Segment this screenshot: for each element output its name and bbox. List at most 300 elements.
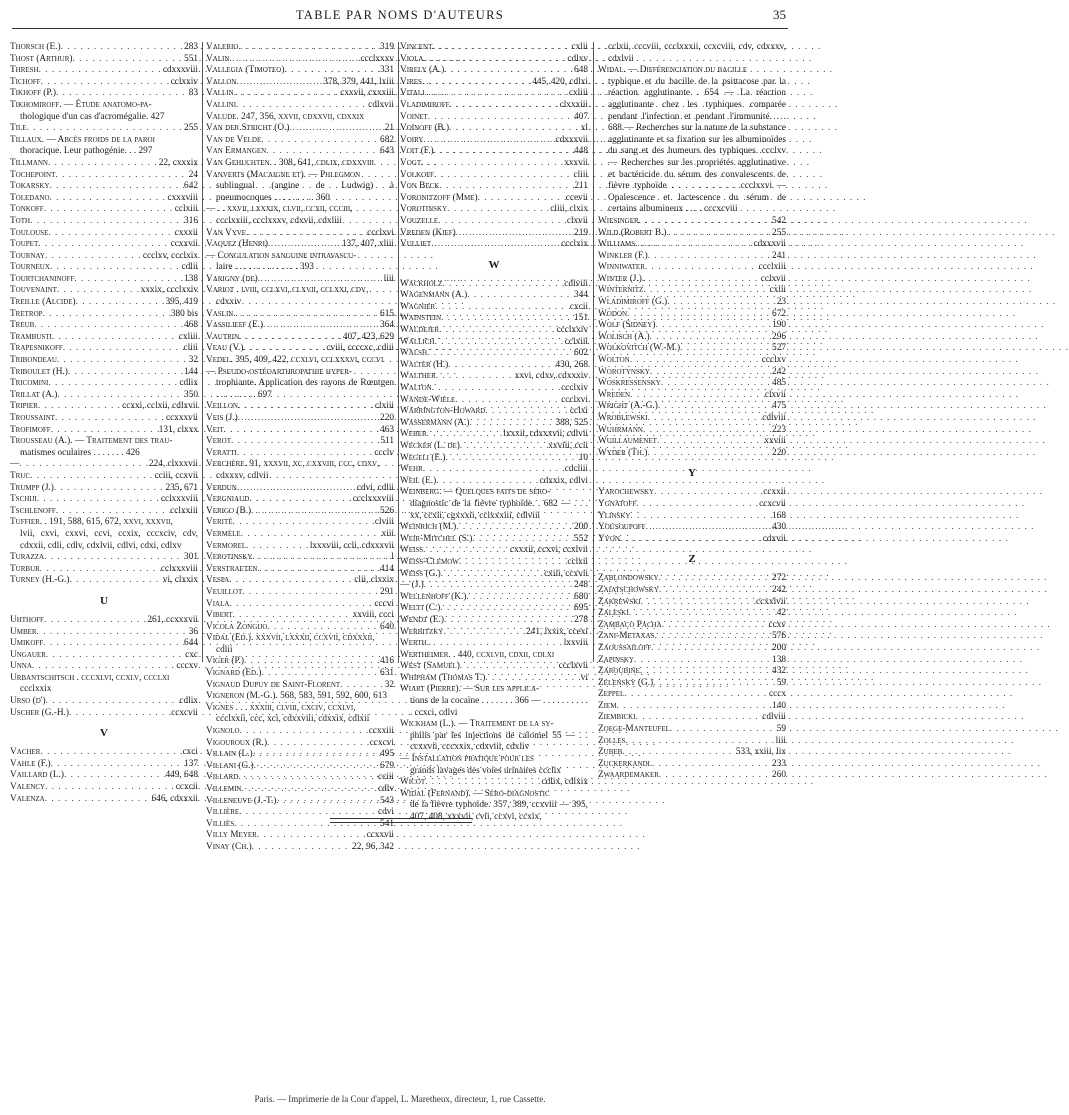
- page-reference: 319: [380, 42, 394, 52]
- author-name: Tribondeau: [10, 355, 57, 366]
- page-reference: 407: [574, 111, 588, 122]
- dot-leader: [648, 251, 772, 263]
- index-entry: [206, 436, 394, 448]
- dot-leader: [236, 100, 368, 112]
- index-entry: [598, 759, 786, 771]
- index-entry: [598, 309, 786, 321]
- index-column-2: [206, 42, 394, 852]
- author-name: Vallin: [206, 88, 234, 99]
- dot-leader: [467, 290, 574, 302]
- author-name: Werbitzky: [400, 626, 444, 637]
- index-entry: [10, 747, 198, 759]
- index-entry: [206, 158, 394, 170]
- page-reference: ccclxxiv: [556, 325, 588, 336]
- dot-leader: [236, 77, 323, 89]
- author-name: Veratti: [206, 447, 237, 458]
- dot-leader: [629, 608, 777, 620]
- author-name: Vaslin: [206, 308, 234, 319]
- page-reference: cxliii: [568, 88, 588, 99]
- page-reference: 32: [384, 679, 394, 690]
- index-entry: [598, 355, 786, 367]
- index-entry: [10, 673, 198, 685]
- index-entry: [400, 88, 588, 100]
- author-name: Vicola Zongijo: [206, 621, 268, 632]
- author-name: Vigneron (M.-G.). 568, 583, 591, 592, 600, 613: [206, 691, 388, 702]
- page-reference: ccxxvii: [170, 239, 198, 250]
- dot-leader: [658, 401, 772, 413]
- dot-leader: [57, 390, 184, 402]
- author-name: Yarochewsky: [598, 487, 655, 498]
- index-entry: [598, 401, 786, 413]
- author-name: Zolles: [598, 735, 626, 746]
- index-entry: [10, 158, 198, 170]
- dot-leader: [643, 425, 772, 437]
- index-entry: [206, 239, 394, 251]
- index-entry: [598, 297, 786, 309]
- author-name: Worotynsky: [598, 366, 650, 377]
- author-name: Woskressensky: [598, 378, 661, 389]
- page-reference: cclxvii: [760, 273, 786, 284]
- index-entry: [10, 413, 198, 425]
- index-entry: [400, 313, 588, 325]
- page-reference: 350: [184, 389, 198, 400]
- dot-leader: [51, 425, 159, 437]
- dot-leader: [643, 285, 769, 297]
- author-name: Vinay (Ch.): [206, 841, 252, 852]
- page-reference: 242: [772, 584, 786, 595]
- dot-leader: [456, 228, 574, 240]
- page-reference: cccx: [768, 689, 786, 700]
- author-name: Urso (d'): [10, 696, 46, 707]
- page-reference: 695: [574, 603, 588, 614]
- page-reference: ccclxvii: [558, 661, 588, 672]
- section-letter: V: [100, 727, 108, 740]
- index-entry: [10, 708, 198, 720]
- page-reference: 631: [380, 668, 394, 679]
- author-name: Vigouroux (R.): [206, 737, 268, 748]
- page-reference: 378, 379, 441, lxiii: [323, 76, 394, 87]
- index-entry: [10, 100, 198, 112]
- author-name: Vallini: [206, 99, 237, 110]
- index-entry: [206, 680, 394, 692]
- dot-leader: [68, 367, 184, 379]
- page-reference: 430, 268: [555, 359, 588, 370]
- author-name: Weiss (G.): [400, 568, 441, 579]
- dot-leader: [229, 575, 354, 587]
- author-name: Vulliet: [400, 239, 432, 250]
- author-name: Vladimiroff: [400, 99, 450, 110]
- author-name: Wande-Wiele: [400, 394, 456, 405]
- author-name: Welti (C.): [400, 603, 441, 614]
- index-entry: [10, 390, 198, 402]
- author-name: Unna: [10, 661, 32, 672]
- author-name: Verdun: [206, 482, 237, 493]
- index-entry: [206, 575, 394, 587]
- page-reference: cliii: [573, 169, 588, 180]
- page-reference: 533, xxiii, lix: [735, 747, 786, 758]
- entry-continuation: cdxxiv: [216, 297, 242, 308]
- page-reference: 407, 423, 629: [342, 331, 394, 342]
- page-reference: cdxxxvii: [555, 134, 588, 145]
- index-entry: [598, 390, 786, 402]
- dot-leader: [244, 656, 380, 668]
- page-reference: liii: [775, 735, 786, 746]
- page-reference: 542: [772, 215, 786, 226]
- index-entry: [400, 337, 588, 349]
- author-name: Villeneuve (J.-T.): [206, 795, 277, 806]
- page-reference: cdlviii: [762, 712, 786, 723]
- index-entry: [598, 274, 786, 286]
- dot-leader: [246, 541, 310, 553]
- index-entry: [206, 633, 394, 645]
- index-entry: [598, 736, 786, 748]
- page-reference: 682: [380, 134, 394, 145]
- index-entry: [206, 251, 394, 263]
- index-entry: [206, 738, 394, 750]
- index-entry: [206, 65, 394, 77]
- page-reference: 643: [380, 146, 394, 157]
- author-name: Yousoupoff: [598, 522, 646, 533]
- index-entry: [206, 123, 394, 135]
- entry-continuation: thoracique. Leur pathogénie. . . 297: [20, 146, 153, 157]
- author-name: Van Vyve: [206, 227, 247, 238]
- dot-leader: [239, 332, 343, 344]
- dot-leader: [276, 796, 380, 808]
- index-entry: [400, 684, 588, 696]
- page-reference: ccxxlvii: [756, 596, 786, 607]
- dot-leader: [448, 360, 555, 372]
- index-entry: [10, 181, 198, 193]
- author-name: Van Ermangen: [206, 146, 267, 157]
- dot-leader: [428, 112, 574, 124]
- page-reference: 301: [184, 552, 198, 563]
- dot-leader: [641, 597, 756, 609]
- index-entry: [400, 592, 588, 604]
- dot-leader: [642, 274, 761, 286]
- author-name: Vedel. 395, 409, 422, ccxlvi, cclxxxvi, cccvi: [206, 355, 384, 366]
- dot-leader: [435, 302, 570, 314]
- author-name: Verotinsky: [206, 552, 253, 563]
- page-reference: 241: [772, 250, 786, 261]
- dot-leader: [652, 759, 772, 771]
- author-name: Voiry: [400, 134, 424, 145]
- index-entry: [598, 712, 786, 724]
- page-reference: 430: [772, 522, 786, 533]
- page-reference: 296: [772, 331, 786, 342]
- author-name: Werth: [400, 638, 427, 649]
- author-name: — Congulation sanguine intravascu-: [206, 250, 357, 261]
- dot-leader: [56, 506, 170, 518]
- index-entry: [400, 673, 588, 685]
- index-entry: [400, 487, 588, 499]
- page-reference: 21: [384, 123, 394, 134]
- author-name: Wehr: [400, 464, 423, 475]
- dot-leader: [625, 736, 775, 748]
- page-reference: 144: [184, 366, 198, 377]
- index-entry: [206, 343, 394, 355]
- index-entry: [598, 747, 786, 759]
- author-name: Valerio: [206, 42, 239, 52]
- page-reference: 255: [184, 123, 198, 134]
- dot-leader: [427, 429, 504, 441]
- page-reference: 432: [772, 666, 786, 677]
- page-reference: 644: [184, 638, 198, 649]
- author-name: Wassermann (A.): [400, 417, 470, 428]
- dot-leader: [51, 759, 184, 771]
- author-name: Tschiji: [10, 494, 37, 505]
- page-reference: ccclxv, ccclxix: [142, 250, 198, 261]
- entry-continuation: typhique et du bacille de la psittacose par la réaction agglutinante . 654 — La réaction agglutinante chez les typhiques comparée pendant l'infection et pendant l'immunité. . . 688 — Recherches sur la nature de la substance agglutinante et sa fixation sur les albuminoïdes du sang et des humeurs des typhiques. ccclxv — Recherches sur les propriétés agglutinative et bactéricide du sérum des convalescents de fièvre typhoïde . . . . . . . . . . ccclxxvi — Opalescence et lactescence du sérum de certains albumineux . . . . cccxcviii: [608, 76, 786, 215]
- entry-continuation: laire . . . . . . . . . . . . . . 393: [216, 262, 314, 273]
- dot-leader: [424, 88, 568, 100]
- index-entry: [206, 228, 394, 240]
- page-reference: cciii: [377, 772, 394, 783]
- author-name: Vorotinsky: [400, 204, 448, 215]
- index-entry: [400, 302, 588, 314]
- index-entry: [598, 332, 786, 344]
- dot-leader: [648, 413, 763, 425]
- index-entry: [10, 77, 198, 89]
- author-name: — Pseudo-ostéoarthropathie hyper-: [206, 366, 352, 377]
- author-name: Veuillot: [206, 586, 243, 597]
- index-entry: [400, 77, 588, 89]
- dot-leader: [449, 123, 581, 135]
- section-letter: Y: [688, 467, 696, 480]
- dot-leader: [617, 701, 773, 713]
- author-name: Winniwater: [598, 262, 645, 273]
- author-name: Wolton: [598, 355, 630, 366]
- index-entry: [598, 413, 786, 425]
- author-name: Turney (H.-G.): [10, 575, 70, 586]
- dot-leader: [74, 274, 184, 286]
- index-entry: [598, 522, 786, 534]
- index-entry: [400, 360, 588, 372]
- author-name: Widal. — Différenciation du bacille: [598, 65, 748, 76]
- author-name: Vires: [400, 76, 422, 87]
- author-name: Weiss: [400, 545, 424, 556]
- author-name: Zuckerkandl: [598, 758, 652, 769]
- dot-leader: [657, 436, 764, 448]
- dot-leader: [237, 483, 357, 495]
- page-reference: 22, 96, 342: [352, 841, 394, 852]
- page-reference: xl: [580, 123, 588, 134]
- dot-leader: [242, 587, 380, 599]
- index-entry: [206, 112, 394, 124]
- page-reference: ccxxi, cclxii, cdlxvii: [122, 401, 198, 412]
- index-entry: [10, 378, 198, 390]
- author-name: Wainstein: [400, 313, 442, 324]
- page-reference: 468: [184, 320, 198, 331]
- author-name: Wright (A.-G.): [598, 401, 658, 412]
- author-name: Thost (Arthur): [10, 53, 73, 64]
- author-name: Wolkovitch (W.-M.): [598, 343, 681, 354]
- index-entry: [400, 371, 588, 383]
- index-entry: [206, 691, 394, 703]
- index-entry: [598, 228, 786, 240]
- author-name: Whipham (Thomas T.): [400, 672, 486, 683]
- author-name: Voit (F.): [400, 146, 434, 157]
- page-reference: cliii, clxix: [550, 204, 588, 215]
- page-reference: clii, clxxix: [354, 575, 394, 586]
- author-name: Von Beck: [400, 181, 440, 192]
- index-entry: [206, 517, 394, 529]
- page-reference: 448: [574, 146, 588, 157]
- page-reference: 190: [772, 320, 786, 331]
- author-name: Wuhrmann: [598, 424, 643, 435]
- dot-leader: [234, 88, 341, 100]
- page-reference: 615: [380, 308, 394, 319]
- dot-leader: [340, 680, 385, 692]
- index-entry: [598, 65, 786, 77]
- dot-leader: [654, 487, 763, 499]
- author-name: Zubeb: [598, 747, 623, 758]
- author-name: Zoege-Manteufel: [598, 724, 670, 735]
- page-reference: 261, ccxxxvii: [147, 614, 198, 625]
- author-name: Weinberg. — Quelques faits de séro-: [400, 487, 551, 498]
- author-name: Wickham (L.). — Traitement de la sy-: [400, 719, 554, 730]
- index-entry: [598, 770, 786, 782]
- index-entry: [206, 459, 394, 471]
- author-name: Umikoff: [10, 638, 44, 649]
- page-reference: xxxix, ccclxxiv: [140, 285, 198, 296]
- index-entry: [206, 309, 394, 321]
- index-entry: [598, 573, 786, 585]
- page-reference: cclxiii: [174, 204, 198, 215]
- dot-leader: [446, 453, 579, 465]
- dot-leader: [52, 332, 179, 344]
- dot-leader: [224, 425, 380, 437]
- dot-leader: [240, 726, 369, 738]
- author-name: Tikhoff (P.): [10, 88, 56, 99]
- page-reference: ccxcvii: [759, 498, 786, 509]
- index-entry: [400, 719, 588, 731]
- dot-leader: [233, 610, 353, 622]
- index-entry: [10, 332, 198, 344]
- dot-leader: [27, 123, 184, 135]
- page-reference: 168: [772, 510, 786, 521]
- dot-leader: [421, 158, 564, 170]
- author-name: Uscher (G.-H.): [10, 707, 69, 718]
- index-entry: [10, 483, 198, 495]
- index-entry: [400, 112, 588, 124]
- dot-leader: [45, 794, 152, 806]
- index-entry: [10, 401, 198, 413]
- page-reference: clxvii: [764, 389, 786, 400]
- dot-leader: [635, 239, 753, 251]
- index-entry: [206, 541, 394, 553]
- index-entry: [400, 123, 588, 135]
- page-reference: 395, 419: [165, 297, 198, 308]
- index-entry: [206, 135, 394, 147]
- page-reference: clxxxiii: [559, 99, 588, 110]
- author-name: Wicot: [400, 777, 426, 788]
- author-name: Van de Velde: [206, 134, 262, 145]
- index-entry: [598, 597, 786, 609]
- dot-leader: [425, 777, 541, 789]
- index-entry: [400, 325, 588, 337]
- entry-continuation: cdxxxv, cdlvii: [216, 470, 269, 481]
- index-entry: [400, 429, 588, 441]
- dot-leader: [659, 573, 773, 585]
- author-name: Zwaardemaker: [598, 770, 659, 781]
- dot-leader: [436, 476, 539, 488]
- page-reference: ccclxix: [561, 239, 588, 250]
- index-entry: [206, 552, 394, 564]
- page-reference: 541: [380, 818, 394, 829]
- page-reference: 241, lxxix, ccexi: [526, 626, 588, 637]
- index-entry: [10, 285, 198, 297]
- end-rule: [330, 818, 472, 819]
- dot-leader: [38, 239, 170, 251]
- page-reference: cdlxvii: [368, 99, 394, 110]
- page-reference: 388, 525: [555, 417, 588, 428]
- index-entry: [206, 401, 394, 413]
- author-name: Yvon: [598, 533, 620, 544]
- dot-leader: [622, 747, 736, 759]
- author-name: — . . xxvii, lxxxix, clvii, ccxii, ccciii,: [206, 204, 353, 215]
- dot-leader: [38, 401, 122, 413]
- index-entry: [10, 88, 198, 100]
- author-name: Tretrop: [10, 308, 43, 319]
- entry-continuation: diagnostic de la fièvre typhoïde. . 682 — . . . xx, ccxii, cgxxxii, cclxxxiii, cdlviii: [410, 498, 588, 521]
- author-name: Vignard (Ed.): [206, 668, 262, 679]
- page-reference: 200: [574, 522, 588, 533]
- page-reference: 679: [380, 760, 394, 771]
- index-entry: [400, 42, 588, 54]
- author-name: Vahle (F.): [10, 758, 51, 769]
- index-entry: [206, 170, 394, 182]
- dot-leader: [266, 146, 380, 158]
- index-entry: [206, 274, 394, 286]
- dot-leader: [37, 627, 189, 639]
- author-name: Ygnatoff: [598, 498, 637, 509]
- index-entry: [598, 367, 786, 379]
- page-reference: clxvii: [566, 215, 588, 226]
- page-reference: cclxxxviii: [160, 494, 198, 505]
- dot-leader: [254, 761, 380, 773]
- index-entry: [598, 285, 786, 297]
- author-name: Wiesinger: [598, 215, 639, 226]
- page-reference: 138: [184, 273, 198, 284]
- author-name: Trillat (A.): [10, 389, 58, 400]
- dot-leader: [48, 158, 159, 170]
- page-reference: cclxii: [567, 556, 588, 567]
- header-rule: [12, 28, 788, 29]
- author-name: Umber: [10, 626, 37, 637]
- author-name: Trumpp (J.): [10, 482, 54, 493]
- author-name: Winter (J.): [598, 273, 642, 284]
- author-name: Volkoff: [400, 169, 434, 180]
- page-reference: ccxcvi: [369, 737, 394, 748]
- author-name: Tourtchaninoff: [10, 273, 75, 284]
- index-entry: [10, 193, 198, 205]
- page-reference: cccvi: [374, 598, 394, 609]
- page-reference: 364: [380, 320, 394, 331]
- page-reference: clviii: [374, 517, 394, 528]
- index-entry: [400, 650, 588, 662]
- author-name: Troussaint: [10, 413, 55, 423]
- index-entry: [598, 436, 786, 448]
- page-reference: 140: [772, 700, 786, 711]
- page-reference: cliii: [183, 343, 198, 354]
- author-name: Ziem: [598, 700, 617, 711]
- index-entry: [206, 784, 394, 796]
- author-name: Toulouse: [10, 227, 49, 238]
- page-reference: ccxxxvii: [165, 413, 198, 423]
- index-entry: [206, 749, 394, 761]
- page-reference: cclxiii: [564, 336, 588, 347]
- index-entry: [400, 580, 588, 592]
